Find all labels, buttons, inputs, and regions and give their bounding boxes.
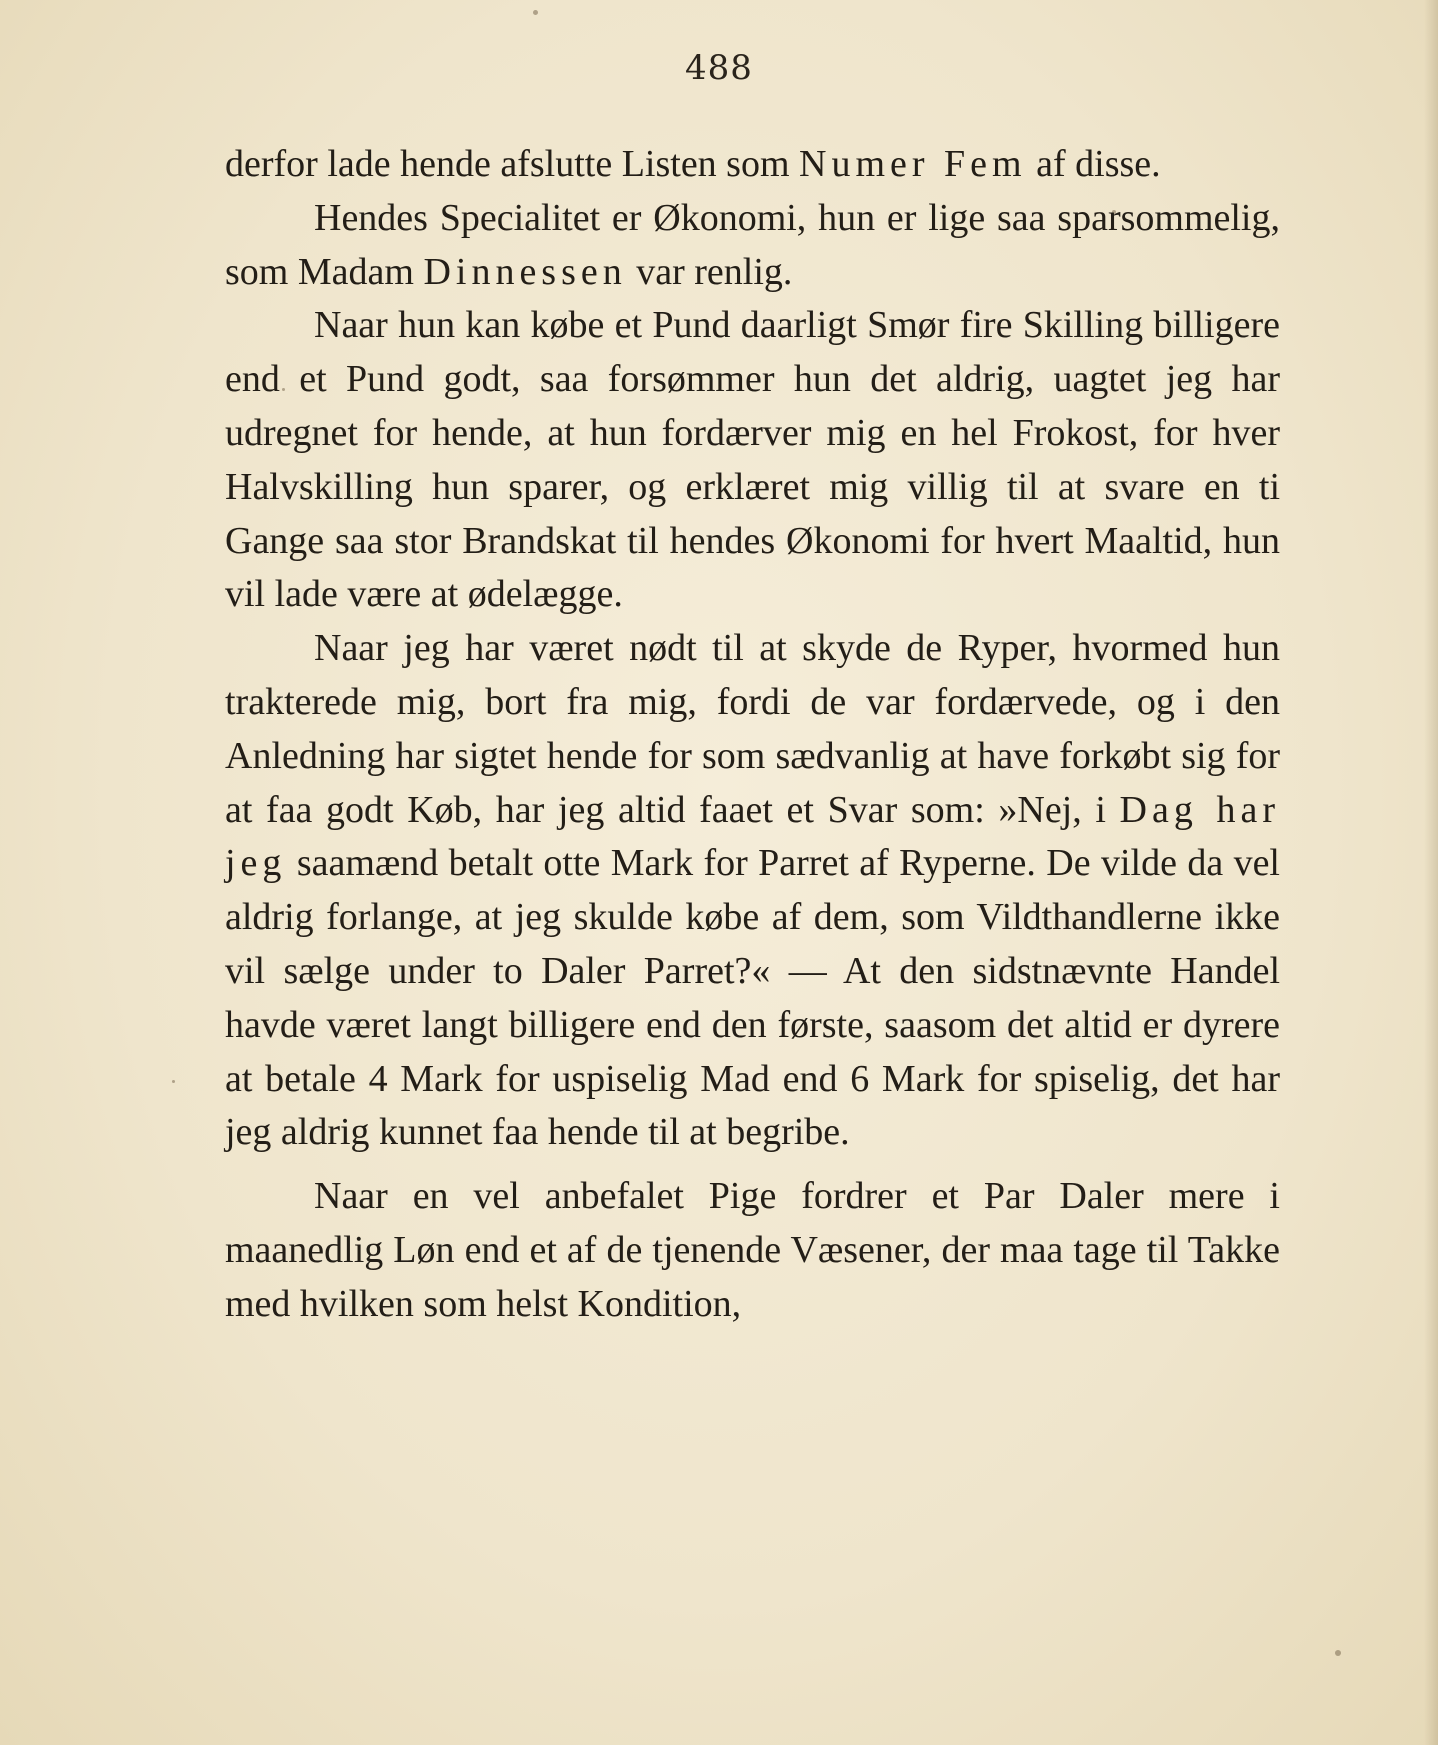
paper-speck	[533, 10, 538, 15]
paragraph-3: Naar hun kan købe et Pund daarligt Smør fire Skilling billigere end et Pund godt, saa forsømmer hun det aldrig, uagtet jeg har udregnet for hende, at hun fordærver mig en hel Frokost, for hver Halvskilling hun sparer, og erklæret mig villig til at svare en ti Gange saa stor Brandskat til hendes Økonomi for hvert Maaltid, hun vil lade være at ødelægge.	[225, 304, 1280, 616]
page-edge-shadow	[1424, 0, 1438, 1745]
paragraph-2: Hendes Specialitet er Økonomi, hun er lige saa sparsommelig, som Madam Dinnessen var renlig.	[225, 196, 1280, 293]
paper-speck	[1335, 1650, 1341, 1656]
paper-speck	[172, 1080, 175, 1083]
paragraph-1: derfor lade hende afslutte Listen som Numer Fem af disse.	[225, 143, 1161, 185]
paragraph-5: Naar en vel anbefalet Pige fordrer et Par Daler mere i maanedlig Løn end et af de tjenende Væsener, der maa tage til Takke med hvilken som helst Kondition,	[225, 1175, 1280, 1325]
body-text	[225, 138, 1280, 1332]
page-number: 488	[685, 48, 753, 88]
paragraph-4: Naar jeg har været nødt til at skyde de Ryper, hvormed hun trakterede mig, bort fra mig, fordi de var fordærvede, og i den Anledning har sigtet hende for som sædvanlig at have forkøbt sig for at faa godt Køb, har jeg altid faaet et Svar som: »Nej, i Dag har jeg saamænd betalt otte Mark for Parret af Ryperne. De vilde da vel aldrig forlange, at jeg skulde købe af dem, som Vildthandlerne ikke vil sælge under to Daler Parret?« — At den sidstnævnte Handel havde været langt billigere end den første, saasom det altid er dyrere at betale 4 Mark for uspiselig Mad end 6 Mark for spiselig, det har jeg aldrig kunnet faa hende til at begribe.	[225, 627, 1280, 1154]
